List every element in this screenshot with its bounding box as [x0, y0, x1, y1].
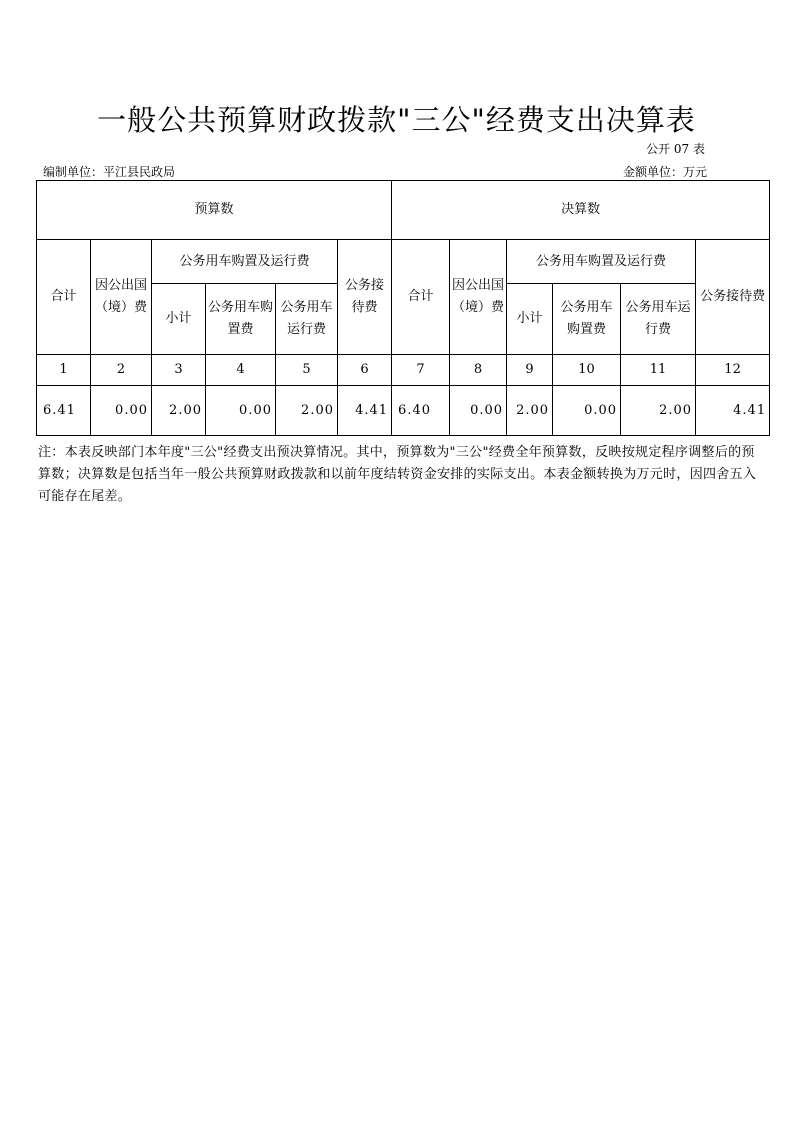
- table-note: 注：本表反映部门本年度"三公"经费支出预决算情况。其中，预算数为"三公"经费全年预算数，反映按规定程序调整后的预算数；决算数是包括当年一般公共预算财政拨款和以前年度结转资金安排的实际支出。本表金额转换为万元时，因四舍五入可能存在尾差。: [38, 445, 757, 504]
- data-row: [37, 386, 770, 436]
- budget-total-header: 合计: [37, 240, 91, 355]
- budget-subtotal-header: 小计: [152, 284, 206, 355]
- column-number-row: [37, 355, 770, 386]
- value-cell: 4.41: [338, 386, 392, 436]
- final-reception-header: 公务接待费: [696, 240, 770, 355]
- final-subtotal-header: 小计: [507, 284, 553, 355]
- value-cell: 2.00: [507, 386, 553, 436]
- column-number: 4: [206, 355, 276, 386]
- final-header: 决算数: [392, 181, 770, 240]
- value-cell: 6.41: [37, 386, 91, 436]
- amount-unit: 金额单位：万元: [622, 165, 707, 179]
- column-number: 12: [696, 355, 770, 386]
- table-number: 公开 07 表: [646, 142, 705, 156]
- budget-vehicle-purchase-header: 公务用车购置费: [206, 284, 276, 355]
- final-abroad-header: 因公出国（境）费: [450, 240, 507, 355]
- value-cell: 2.00: [276, 386, 338, 436]
- value-cell: 2.00: [152, 386, 206, 436]
- compiling-unit: 编制单位：平江县民政局: [43, 165, 176, 179]
- page-title: 一般公共预算财政拨款"三公"经费支出决算表: [97, 103, 696, 137]
- column-number: 9: [507, 355, 553, 386]
- budget-vehicle-operation-header: 公务用车运行费: [276, 284, 338, 355]
- column-number: 10: [553, 355, 621, 386]
- value-cell: 0.00: [91, 386, 152, 436]
- header-row-middle: [37, 240, 770, 284]
- column-number: 5: [276, 355, 338, 386]
- value-cell: 6.40: [392, 386, 450, 436]
- value-cell: 0.00: [553, 386, 621, 436]
- final-total-header: 合计: [392, 240, 450, 355]
- value-cell: 2.00: [621, 386, 696, 436]
- column-number: 6: [338, 355, 392, 386]
- value-cell: 4.41: [696, 386, 770, 436]
- final-vehicle-purchase-header: 公务用车购置费: [553, 284, 621, 355]
- column-number: 11: [621, 355, 696, 386]
- final-vehicle-group-header: 公务用车购置及运行费: [507, 240, 696, 284]
- budget-reception-header: 公务接待费: [338, 240, 392, 355]
- column-number: 8: [450, 355, 507, 386]
- header-row-top: [37, 181, 770, 240]
- column-number: 3: [152, 355, 206, 386]
- final-vehicle-operation-header: 公务用车运行费: [621, 284, 696, 355]
- budget-abroad-header: 因公出国（境）费: [91, 240, 152, 355]
- three-public-expenses-table: [36, 180, 770, 436]
- budget-vehicle-group-header: 公务用车购置及运行费: [152, 240, 338, 284]
- value-cell: 0.00: [206, 386, 276, 436]
- column-number: 1: [37, 355, 91, 386]
- budget-header: 预算数: [37, 181, 392, 240]
- column-number: 7: [392, 355, 450, 386]
- value-cell: 0.00: [450, 386, 507, 436]
- column-number: 2: [91, 355, 152, 386]
